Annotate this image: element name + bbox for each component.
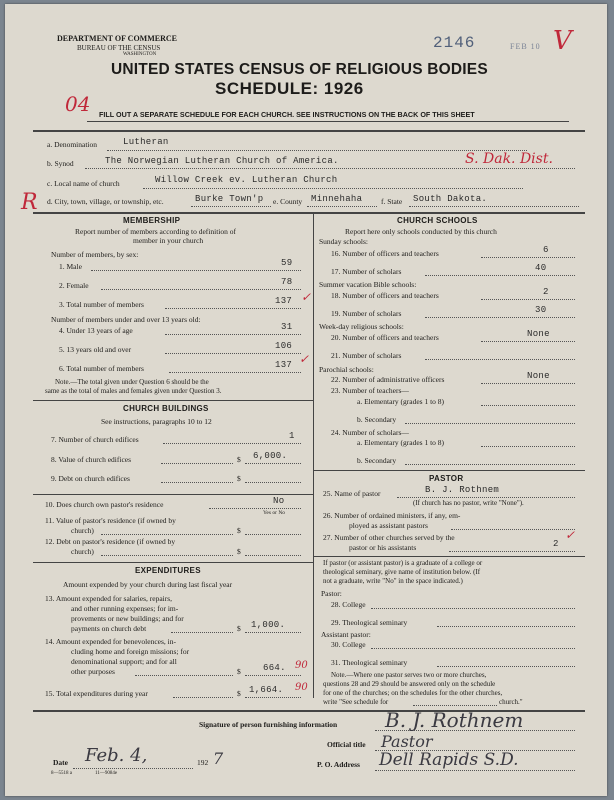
membership-heading: MEMBERSHIP bbox=[123, 216, 181, 225]
q20-value: None bbox=[527, 329, 550, 339]
yes-or-no-hint: Yes or No bbox=[263, 510, 286, 516]
q27-label-2: pastor or his assistants bbox=[349, 543, 417, 552]
q13-dollar-sign: $ bbox=[237, 624, 241, 633]
q13-label-2: and other running expenses; for im- bbox=[71, 604, 179, 613]
expenditures-heading: EXPENDITURES bbox=[135, 566, 201, 575]
q22-label: 22. Number of administrative officers bbox=[331, 375, 445, 384]
q29-label: 29. Theological seminary bbox=[331, 618, 408, 627]
pastor-note-3: for one of the churches; on the schedules for the other churches, bbox=[323, 689, 503, 697]
pastor-note-4: write "See schedule for bbox=[323, 698, 389, 706]
q12-label: 12. Debt on pastor's residence (if owned by bbox=[45, 537, 176, 546]
q30-label: 30. College bbox=[331, 640, 366, 649]
year-prefix: 192 bbox=[197, 758, 209, 767]
q6-label: 6. Total number of members bbox=[59, 364, 144, 373]
q17-label: 17. Number of scholars bbox=[331, 267, 402, 276]
form-title: UNITED STATES CENSUS OF RELIGIOUS BODIES bbox=[111, 61, 488, 78]
q6-value: 137 bbox=[275, 360, 293, 370]
q12-label-2: church) bbox=[71, 547, 94, 556]
q18-value: 2 bbox=[543, 287, 549, 297]
q7-value: 1 bbox=[289, 431, 295, 441]
date-value: Feb. 4, bbox=[85, 745, 148, 766]
q19-value: 30 bbox=[535, 305, 547, 315]
q8-dollar-sign: $ bbox=[237, 455, 241, 464]
q3-label: 3. Total number of members bbox=[59, 300, 144, 309]
q24b-label: b. Secondary bbox=[357, 456, 397, 465]
q25-hint: (If church has no pastor, write "None"). bbox=[413, 499, 524, 507]
q26-label: 26. Number of ordained ministers, if any, em- bbox=[323, 511, 461, 520]
census-schedule-page bbox=[5, 4, 607, 796]
church-buildings-subtitle: See instructions, paragraphs 10 to 12 bbox=[101, 417, 212, 426]
q27-check-mark: ✓ bbox=[565, 528, 576, 542]
q23-label: 23. Number of teachers— bbox=[331, 386, 409, 395]
q25-value: B. J. Rothnem bbox=[425, 485, 500, 495]
q11-label: 11. Value of pastor's residence (if owned by bbox=[45, 516, 176, 525]
bureau-label: BUREAU OF THE CENSUS bbox=[77, 44, 161, 52]
q9-label: 9. Debt on church edifices bbox=[51, 474, 130, 483]
city-value: Burke Town'p bbox=[195, 194, 264, 204]
pastor-note-1: Note.—Where one pastor serves two or more churches, bbox=[331, 671, 487, 679]
pastor-note-2: questions 28 and 29 should be answered only on the schedule bbox=[323, 680, 496, 688]
sunday-schools-label: Sunday schools: bbox=[319, 237, 368, 246]
q20-label: 20. Number of officers and teachers bbox=[331, 333, 439, 342]
q15-dollar-sign: $ bbox=[237, 689, 241, 698]
q28-label: 28. College bbox=[331, 600, 366, 609]
margin-r-mark: R bbox=[21, 190, 38, 215]
q4-label: 4. Under 13 years of age bbox=[59, 326, 133, 335]
q3-value: 137 bbox=[275, 296, 293, 306]
denomination-label: a. Denomination bbox=[47, 140, 97, 149]
q14-cents: 90 bbox=[295, 660, 308, 671]
q15-label: 15. Total expenditures during year bbox=[45, 689, 148, 698]
q14-value: 664. bbox=[263, 663, 286, 673]
county-label: e. County bbox=[273, 197, 303, 206]
instruction-line: FILL OUT A SEPARATE SCHEDULE FOR EACH CHURCH. SEE INSTRUCTIONS ON THE BACK OF THIS SHEET bbox=[99, 110, 475, 119]
summer-schools-label: Summer vacation Bible schools: bbox=[319, 280, 417, 289]
parochial-schools-label: Parochial schools: bbox=[319, 365, 374, 374]
church-name-value: Willow Creek ev. Lutheran Church bbox=[155, 175, 338, 185]
q6-check-mark: ✓ bbox=[299, 352, 310, 366]
denomination-value: Lutheran bbox=[123, 137, 169, 147]
stamp-number: 2146 bbox=[433, 34, 476, 52]
red-note-04: 04 bbox=[65, 92, 91, 116]
q14-label-4: other purposes bbox=[71, 667, 115, 676]
received-stamp: FEB 10 bbox=[510, 42, 541, 51]
q1-label: 1. Male bbox=[59, 262, 82, 271]
q31-label: 31. Theological seminary bbox=[331, 658, 408, 667]
q23a-label: a. Elementary (grades 1 to 8) bbox=[357, 397, 445, 406]
church-schools-subtitle: Report here only schools conducted by this church bbox=[345, 227, 497, 236]
assistant-pastor-subheading: Assistant pastor: bbox=[321, 630, 371, 639]
po-address-label: P. O. Address bbox=[317, 760, 360, 769]
q13-label-3: provements or new buildings; and for bbox=[71, 614, 184, 623]
official-title-value: Pastor bbox=[381, 732, 433, 751]
graduate-instruction-2: theological seminary, give name of institution below. (If bbox=[323, 568, 481, 576]
q24-label: 24. Number of scholars— bbox=[331, 428, 409, 437]
schedule-title: SCHEDULE: 1926 bbox=[215, 79, 364, 98]
q18-label: 18. Number of officers and teachers bbox=[331, 291, 439, 300]
q14-dollar-sign: $ bbox=[237, 667, 241, 676]
q22-value: None bbox=[527, 371, 550, 381]
q10-value: No bbox=[273, 496, 285, 506]
q27-value: 2 bbox=[553, 539, 559, 549]
q11-label-2: church) bbox=[71, 526, 94, 535]
q5-label: 5. 13 years old and over bbox=[59, 345, 132, 354]
q13-value: 1,000. bbox=[251, 620, 286, 630]
graduate-instruction-1: If pastor (or assistant pastor) is a graduate of a college or bbox=[323, 559, 483, 567]
church-buildings-heading: CHURCH BUILDINGS bbox=[123, 404, 209, 413]
q26-label-2: ployed as assistant pastors bbox=[349, 521, 428, 530]
q5-value: 106 bbox=[275, 341, 293, 351]
church-name-label: c. Local name of church bbox=[47, 179, 120, 188]
q14-label-2: cluding home and foreign missions; for bbox=[71, 647, 190, 656]
membership-note-2: same as the total of males and females given under Question 3. bbox=[45, 387, 222, 395]
q13-label-4: payments on church debt bbox=[71, 624, 147, 633]
city-label: d. City, town, village, or township, etc. bbox=[47, 197, 164, 206]
department-label: DEPARTMENT OF COMMERCE bbox=[57, 34, 178, 43]
q17-value: 40 bbox=[535, 263, 547, 273]
q10-label: 10. Does church own pastor's residence bbox=[45, 500, 164, 509]
q23b-label: b. Secondary bbox=[357, 415, 397, 424]
q4-value: 31 bbox=[281, 322, 293, 332]
church-schools-heading: CHURCH SCHOOLS bbox=[397, 216, 478, 225]
q24a-label: a. Elementary (grades 1 to 8) bbox=[357, 438, 445, 447]
membership-subtitle-2: member in your church bbox=[133, 236, 204, 245]
pastor-subheading: Pastor: bbox=[321, 589, 342, 598]
q21-label: 21. Number of scholars bbox=[331, 351, 402, 360]
po-address-value: Dell Rapids S.D. bbox=[379, 750, 519, 770]
synod-label: b. Synod bbox=[47, 159, 74, 168]
q15-value: 1,664. bbox=[249, 685, 284, 695]
state-label: f. State bbox=[381, 197, 403, 206]
members-by-age-label: Number of members under and over 13 years old: bbox=[51, 315, 201, 324]
q1-value: 59 bbox=[281, 258, 293, 268]
q11-dollar-sign: $ bbox=[237, 526, 241, 535]
print-number: 11—9084e bbox=[95, 771, 118, 776]
year-value: 7 bbox=[213, 749, 224, 768]
q27-label: 27. Number of other churches served by the bbox=[323, 533, 455, 542]
q14-label: 14. Amount expended for benevolences, in- bbox=[45, 637, 177, 646]
synod-district-note: S. Dak. Dist. bbox=[465, 151, 553, 167]
date-label: Date bbox=[53, 758, 68, 767]
q8-value: 6,000. bbox=[253, 451, 288, 461]
q12-dollar-sign: $ bbox=[237, 547, 241, 556]
signature-value: B. J. Rothnem bbox=[385, 708, 524, 732]
county-value: Minnehaha bbox=[311, 194, 363, 204]
q13-label: 13. Amount expended for salaries, repairs, bbox=[45, 594, 173, 603]
graduate-instruction-3: not a graduate, write "No" in the space indicated.) bbox=[323, 577, 463, 585]
q2-label: 2. Female bbox=[59, 281, 89, 290]
state-value: South Dakota. bbox=[413, 194, 488, 204]
q16-label: 16. Number of officers and teachers bbox=[331, 249, 439, 258]
expenditures-subtitle: Amount expended by your church during last fiscal year bbox=[63, 580, 233, 589]
official-title-label: Official title bbox=[327, 740, 366, 749]
members-by-sex-label: Number of members, by sex: bbox=[51, 250, 139, 259]
weekday-schools-label: Week-day religious schools: bbox=[319, 322, 404, 331]
city-label: WASHINGTON bbox=[123, 52, 157, 57]
membership-note-1: Note.—The total given under Question 6 should be the bbox=[55, 378, 209, 386]
q15-cents: 90 bbox=[295, 682, 308, 693]
checkmark-v: V bbox=[553, 26, 572, 56]
pastor-note-5: church." bbox=[499, 698, 523, 706]
q2-value: 78 bbox=[281, 277, 293, 287]
q7-label: 7. Number of church edifices bbox=[51, 435, 139, 444]
q16-value: 6 bbox=[543, 245, 549, 255]
q8-label: 8. Value of church edifices bbox=[51, 455, 132, 464]
q14-label-3: denominational support; and for all bbox=[71, 657, 177, 666]
q9-dollar-sign: $ bbox=[237, 474, 241, 483]
signature-label: Signature of person furnishing information bbox=[199, 720, 338, 729]
form-number: 8—5518 a bbox=[51, 771, 72, 776]
pastor-heading: PASTOR bbox=[429, 474, 464, 483]
q19-label: 19. Number of scholars bbox=[331, 309, 402, 318]
synod-value: The Norwegian Lutheran Church of America. bbox=[105, 156, 339, 166]
q25-label: 25. Name of pastor bbox=[323, 489, 381, 498]
membership-subtitle: Report number of members according to definition of bbox=[75, 227, 236, 236]
q3-check-mark: ✓ bbox=[301, 290, 312, 304]
